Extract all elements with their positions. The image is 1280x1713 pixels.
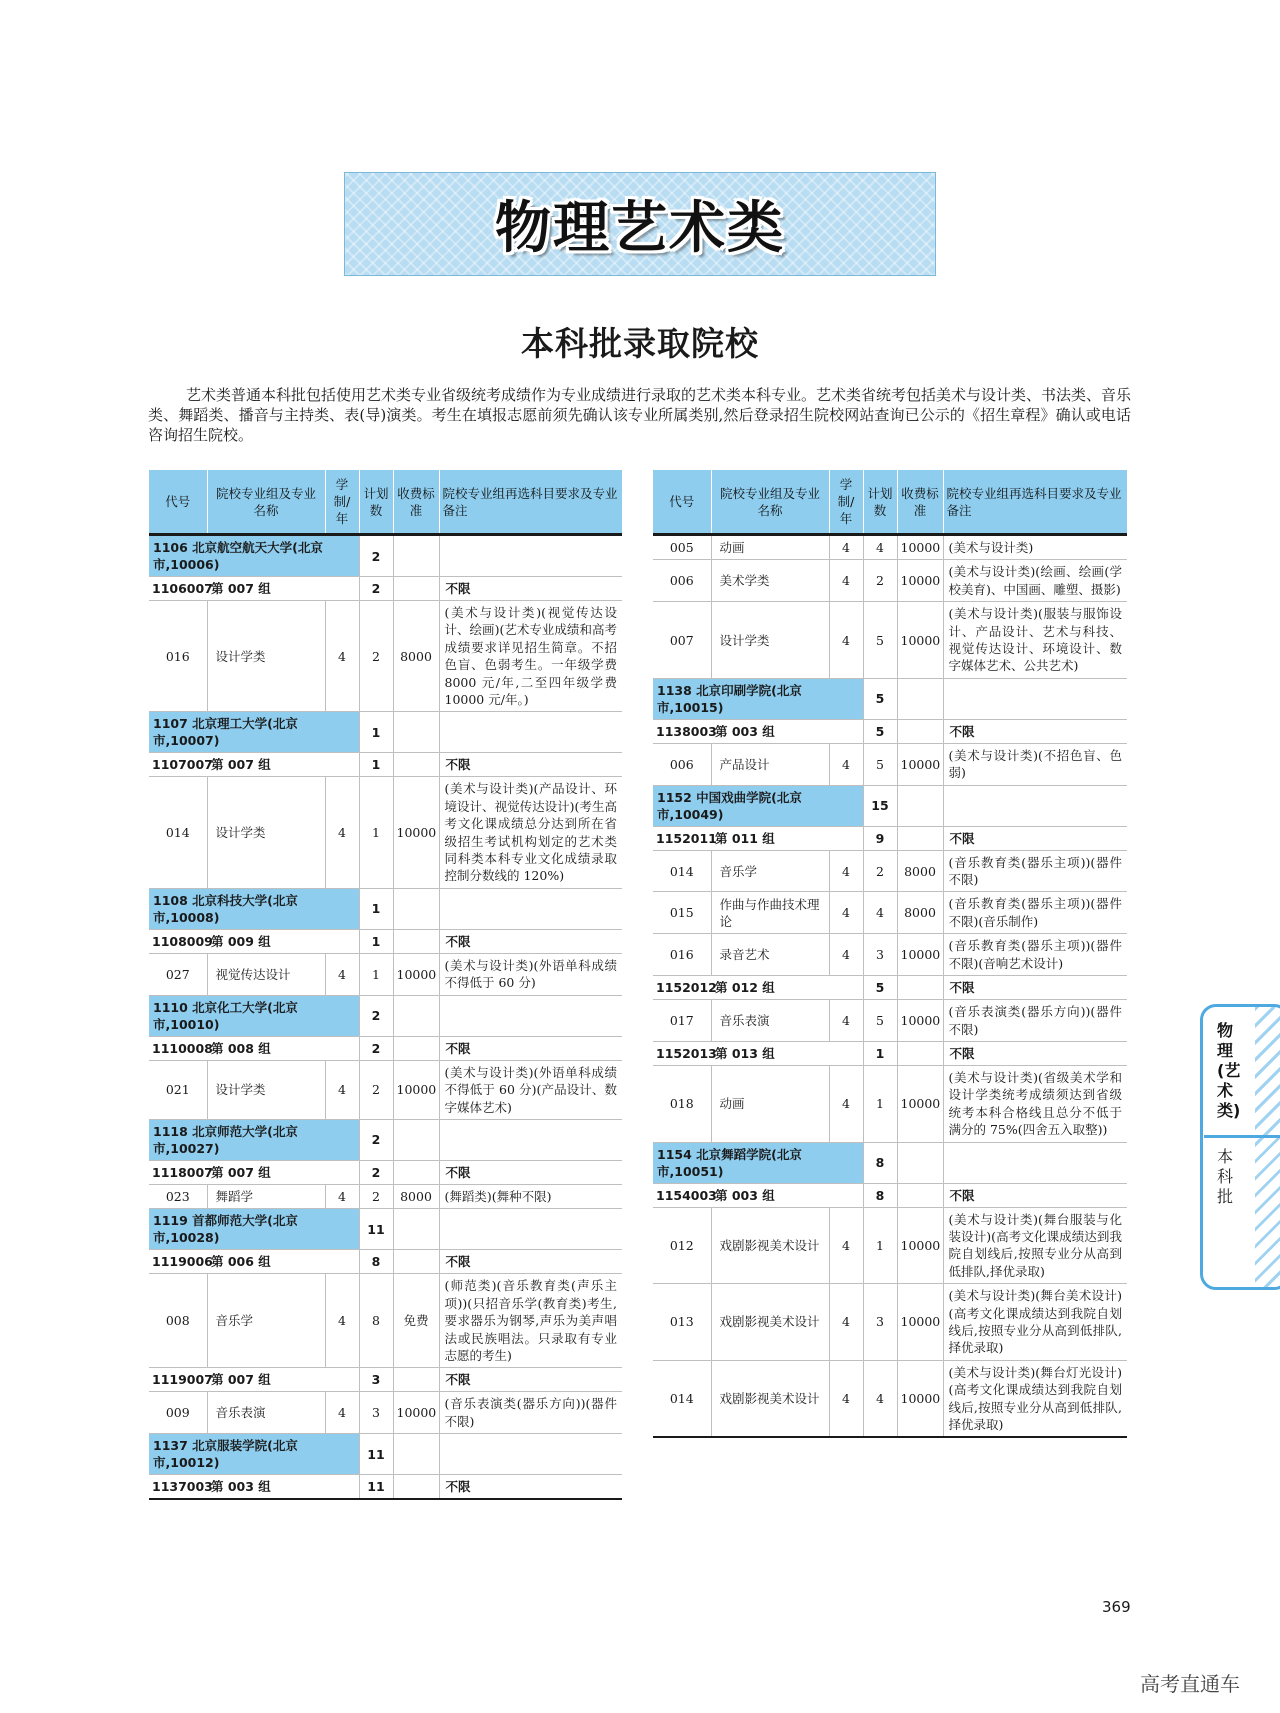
school-plan: 11 [359,1434,393,1475]
major-fee: 10000 [393,777,439,888]
major-plan: 4 [863,1360,897,1437]
major-fee: 10000 [393,1060,439,1119]
major-note: (音乐表演类(器乐方向))(器件不限) [943,1000,1127,1042]
major-years: 4 [325,1060,359,1119]
major-code: 017 [653,1000,711,1042]
major-years: 4 [829,1065,863,1142]
major-fee: 10000 [897,560,943,602]
group-note: 不限 [439,1250,622,1274]
header-fee: 收费标准 [393,470,439,535]
school-row [653,785,1127,826]
school-note [439,712,622,753]
table-body-right [653,535,1127,1438]
major-note: (音乐教育类(器乐主项))(器件不限)(音乐制作) [943,892,1127,934]
major-code: 018 [653,1065,711,1142]
group-row [653,1041,1127,1065]
group-plan: 1 [359,929,393,953]
major-fee: 10000 [897,1065,943,1142]
school-fee [393,995,439,1036]
major-note: (美术与设计类)(视觉传达设计、绘画)(艺术专业成绩和高考成绩要求详见招生简章。不招色盲、色弱考生。一年级学费 8000 元/年,二至四年级学费 10000 元/年。) [439,601,622,712]
major-plan: 1 [359,953,393,995]
school-row [653,678,1127,719]
major-code: 014 [149,777,207,888]
group-fee [393,1250,439,1274]
section-side-tab [1200,1004,1280,1290]
major-years: 4 [325,777,359,888]
group-name: 第 013 组 [711,1041,863,1065]
major-code: 008 [149,1274,207,1368]
group-code: 1137003 [149,1475,207,1500]
major-code: 027 [149,953,207,995]
major-fee: 10000 [897,602,943,679]
group-plan: 9 [863,826,897,850]
group-code: 1138003 [653,719,711,743]
major-name: 设计学类 [207,777,325,888]
major-code: 009 [149,1392,207,1434]
major-plan: 2 [359,1060,393,1119]
major-years: 4 [325,1392,359,1434]
table-header-row [149,470,622,535]
major-fee: 10000 [897,934,943,976]
major-code: 007 [653,602,711,679]
school-fee [393,1209,439,1250]
major-row [149,1184,622,1208]
major-row [653,1284,1127,1361]
group-name: 第 008 组 [207,1036,359,1060]
major-plan: 3 [863,1284,897,1361]
group-fee [897,719,943,743]
group-name: 第 011 组 [711,826,863,850]
group-note: 不限 [439,1160,622,1184]
major-row [149,777,622,888]
school-fee [897,678,943,719]
major-fee: 8000 [393,1184,439,1208]
major-name: 动画 [711,535,829,560]
major-years: 4 [829,934,863,976]
group-code: 1119006 [149,1250,207,1274]
group-code: 1110008 [149,1036,207,1060]
group-row [149,1160,622,1184]
major-row [653,743,1127,785]
group-fee [393,577,439,601]
major-name: 设计学类 [207,601,325,712]
school-plan: 2 [359,535,393,577]
school-row [149,712,622,753]
major-plan: 3 [863,934,897,976]
major-code: 005 [653,535,711,560]
group-plan: 1 [863,1041,897,1065]
table-body-left [149,535,622,1500]
school-note [439,535,622,577]
major-note: (美术与设计类)(舞台美术设计)(高考文化课成绩达到我院自划线后,按照专业分从高到低排队,择优录取) [943,1284,1127,1361]
school-fee [393,1119,439,1160]
group-row [149,1036,622,1060]
group-row [653,1183,1127,1207]
major-code: 016 [653,934,711,976]
admission-table-right [653,470,1127,1438]
major-name: 视觉传达设计 [207,953,325,995]
school-fee [393,888,439,929]
major-plan: 1 [863,1207,897,1284]
header-years: 学制/年 [325,470,359,535]
side-tab-main-label: 物理(艺术类) [1217,1021,1241,1120]
major-note: (美术与设计类)(舞台服装与化装设计)(高考文化课成绩达到我院自划线后,按照专业分从高到低排队,择优录取) [943,1207,1127,1284]
group-name: 第 007 组 [207,753,359,777]
admission-table-left [149,470,622,1500]
major-row [653,850,1127,892]
group-plan: 5 [863,719,897,743]
major-name: 音乐表演 [711,1000,829,1042]
major-code: 015 [653,892,711,934]
major-note: (美术与设计类)(外语单科成绩不得低于 60 分) [439,953,622,995]
group-plan: 5 [863,976,897,1000]
major-note: (美术与设计类)(绘画、绘画(学校美育)、中国画、雕塑、摄影) [943,560,1127,602]
major-years: 4 [829,1000,863,1042]
school-plan: 2 [359,1119,393,1160]
major-row [653,1000,1127,1042]
major-years: 4 [829,560,863,602]
group-fee [897,976,943,1000]
school-plan: 11 [359,1209,393,1250]
major-years: 4 [829,535,863,560]
school-plan: 1 [359,712,393,753]
major-years: 4 [829,743,863,785]
major-years: 4 [325,601,359,712]
major-name: 音乐学 [711,850,829,892]
major-plan: 2 [863,560,897,602]
group-fee [393,1475,439,1500]
group-name: 第 003 组 [711,719,863,743]
school-note [439,995,622,1036]
group-note: 不限 [943,1183,1127,1207]
school-name: 1106 北京航空航天大学(北京市,10006) [149,535,359,577]
major-name: 戏剧影视美术设计 [711,1284,829,1361]
major-plan: 2 [359,1184,393,1208]
major-name: 戏剧影视美术设计 [711,1360,829,1437]
group-plan: 2 [359,1036,393,1060]
group-note: 不限 [439,929,622,953]
major-fee: 10000 [897,1360,943,1437]
major-fee: 10000 [897,1207,943,1284]
intro-paragraph: 艺术类普通本科批包括使用艺术类专业省级统考成绩作为专业成绩进行录取的艺术类本科专业。艺术类省统考包括美术与设计类、书法类、音乐类、舞蹈类、播音与主持类、表(导)演类。考生在填报志愿前须先确认该专业所属类别,然后登录招生院校网站查询已公示的《招生章程》确认或电话咨询招生院校。 [148,386,1132,444]
school-name: 1152 中国戏曲学院(北京市,10049) [653,785,863,826]
page-subtitle: 本科批录取院校 [521,324,759,363]
group-fee [897,1041,943,1065]
group-note: 不限 [943,1041,1127,1065]
side-tab-divider [1204,1135,1280,1138]
group-plan: 11 [359,1475,393,1500]
major-name: 动画 [711,1065,829,1142]
watermark-text: 高考直通车 [1140,1672,1240,1696]
school-plan: 5 [863,678,897,719]
major-name: 戏剧影视美术设计 [711,1207,829,1284]
group-name: 第 003 组 [207,1475,359,1500]
major-name: 音乐表演 [207,1392,325,1434]
major-name: 作曲与作曲技术理论 [711,892,829,934]
major-note: (音乐教育类(器乐主项))(器件不限)(音响艺术设计) [943,934,1127,976]
major-code: 006 [653,743,711,785]
page-number: 369 [1102,1598,1131,1616]
major-plan: 1 [863,1065,897,1142]
major-note: (美术与设计类)(不招色盲、色弱) [943,743,1127,785]
group-code: 1107007 [149,753,207,777]
group-fee [897,826,943,850]
school-note [439,888,622,929]
school-row [653,1142,1127,1183]
header-plan: 计划数 [863,470,897,535]
major-note: (美术与设计类)(服装与服饰设计、产品设计、艺术与科技、视觉传达设计、环境设计、数字媒体艺术、公共艺术) [943,602,1127,679]
group-fee [393,753,439,777]
major-note: (音乐表演类(器乐方向))(器件不限) [439,1392,622,1434]
school-fee [393,535,439,577]
group-fee [393,1160,439,1184]
major-plan: 2 [863,850,897,892]
major-fee: 10000 [897,1284,943,1361]
major-plan: 5 [863,743,897,785]
major-name: 设计学类 [207,1060,325,1119]
major-row [653,1360,1127,1437]
header-plan: 计划数 [359,470,393,535]
header-note: 院校专业组再选科目要求及专业备注 [943,470,1127,535]
table-header-row [653,470,1127,535]
group-row [653,826,1127,850]
major-fee: 8000 [897,850,943,892]
group-note: 不限 [943,826,1127,850]
major-note: (美术与设计类)(舞台灯光设计)(高考文化课成绩达到我院自划线后,按照专业分从高到低排队,择优录取) [943,1360,1127,1437]
major-row [653,602,1127,679]
header-name: 院校专业组及专业名称 [207,470,325,535]
group-code: 1152012 [653,976,711,1000]
group-code: 1106007 [149,577,207,601]
major-row [653,1207,1127,1284]
school-name: 1138 北京印刷学院(北京市,10015) [653,678,863,719]
group-plan: 8 [359,1250,393,1274]
group-note: 不限 [439,577,622,601]
header-years: 学制/年 [829,470,863,535]
major-fee: 10000 [897,1000,943,1042]
group-name: 第 007 组 [207,1368,359,1392]
major-years: 4 [829,850,863,892]
school-name: 1108 北京科技大学(北京市,10008) [149,888,359,929]
major-plan: 5 [863,602,897,679]
major-plan: 4 [863,535,897,560]
group-code: 1119007 [149,1368,207,1392]
header-name: 院校专业组及专业名称 [711,470,829,535]
group-row [149,753,622,777]
major-years: 4 [325,1274,359,1368]
major-note: (舞蹈类)(舞种不限) [439,1184,622,1208]
group-name: 第 009 组 [207,929,359,953]
group-note: 不限 [439,1036,622,1060]
side-tab-decoration [1255,1007,1280,1287]
major-row [653,892,1127,934]
major-fee: 10000 [897,743,943,785]
major-code: 013 [653,1284,711,1361]
school-name: 1107 北京理工大学(北京市,10007) [149,712,359,753]
major-code: 023 [149,1184,207,1208]
major-row [653,934,1127,976]
group-name: 第 012 组 [711,976,863,1000]
group-fee [393,1368,439,1392]
school-row [149,1434,622,1475]
school-note [439,1119,622,1160]
major-row [653,1065,1127,1142]
major-plan: 3 [359,1392,393,1434]
header-code: 代号 [653,470,711,535]
group-code: 1154003 [653,1183,711,1207]
major-name: 舞蹈学 [207,1184,325,1208]
group-row [149,1475,622,1500]
header-code: 代号 [149,470,207,535]
major-row [149,953,622,995]
major-note: (师范类)(音乐教育类(声乐主项))(只招音乐学(教育类)考生,要求器乐为钢琴,声乐为美声唱法或民族唱法。只录取有专业志愿的考生) [439,1274,622,1368]
major-plan: 1 [359,777,393,888]
major-name: 设计学类 [711,602,829,679]
group-plan: 2 [359,577,393,601]
major-plan: 2 [359,601,393,712]
major-plan: 5 [863,1000,897,1042]
major-years: 4 [829,1360,863,1437]
group-note: 不限 [439,753,622,777]
school-fee [393,1434,439,1475]
group-plan: 3 [359,1368,393,1392]
side-tab-sub-label: 本科批 [1217,1147,1234,1206]
header-note: 院校专业组再选科目要求及专业备注 [439,470,622,535]
group-row [149,1368,622,1392]
major-note: (美术与设计类)(省级美术学和设计学类统考成绩须达到省级统考本科合格线且总分不低于满分的 75%(四舍五入取整)) [943,1065,1127,1142]
major-code: 014 [653,1360,711,1437]
group-code: 1152013 [653,1041,711,1065]
group-row [653,719,1127,743]
major-fee: 8000 [393,601,439,712]
major-code: 014 [653,850,711,892]
section-banner [344,172,936,276]
major-years: 4 [325,953,359,995]
school-name: 1110 北京化工大学(北京市,10010) [149,995,359,1036]
major-row [653,535,1127,560]
major-name: 产品设计 [711,743,829,785]
school-note [439,1434,622,1475]
group-note: 不限 [943,976,1127,1000]
school-row [149,888,622,929]
major-row [149,1274,622,1368]
major-code: 006 [653,560,711,602]
section-title: 物理艺术类 [495,196,785,261]
school-row [149,995,622,1036]
major-name: 美术学类 [711,560,829,602]
major-plan: 8 [359,1274,393,1368]
major-fee: 10000 [393,953,439,995]
school-row [149,1209,622,1250]
major-years: 4 [829,892,863,934]
school-name: 1137 北京服装学院(北京市,10012) [149,1434,359,1475]
major-fee: 10000 [897,535,943,560]
school-fee [897,785,943,826]
school-note [439,1209,622,1250]
major-years: 4 [325,1184,359,1208]
group-note: 不限 [439,1475,622,1500]
group-plan: 1 [359,753,393,777]
group-row [149,1250,622,1274]
school-row [149,535,622,577]
major-plan: 4 [863,892,897,934]
school-plan: 2 [359,995,393,1036]
group-name: 第 007 组 [207,577,359,601]
major-fee: 8000 [897,892,943,934]
major-note: (美术与设计类)(产品设计、环境设计、视觉传达设计)(考生高考文化课成绩总分达到所在省级招生考试机构划定的艺术类同科类本科专业文化成绩录取控制分数线的 120%) [439,777,622,888]
group-code: 1118007 [149,1160,207,1184]
major-row [149,601,622,712]
major-fee: 免费 [393,1274,439,1368]
school-plan: 15 [863,785,897,826]
school-name: 1154 北京舞蹈学院(北京市,10051) [653,1142,863,1183]
major-row [149,1392,622,1434]
major-code: 021 [149,1060,207,1119]
group-row [149,929,622,953]
group-row [653,976,1127,1000]
header-fee: 收费标准 [897,470,943,535]
group-name: 第 006 组 [207,1250,359,1274]
major-note: (美术与设计类)(外语单科成绩不得低于 60 分)(产品设计、数字媒体艺术) [439,1060,622,1119]
group-fee [393,1036,439,1060]
major-note: (音乐教育类(器乐主项))(器件不限) [943,850,1127,892]
group-plan: 8 [863,1183,897,1207]
group-code: 1108009 [149,929,207,953]
school-plan: 1 [359,888,393,929]
school-fee [897,1142,943,1183]
group-name: 第 007 组 [207,1160,359,1184]
major-years: 4 [829,1284,863,1361]
major-years: 4 [829,1207,863,1284]
major-row [149,1060,622,1119]
group-fee [393,929,439,953]
school-note [943,678,1127,719]
group-row [149,577,622,601]
school-fee [393,712,439,753]
school-plan: 8 [863,1142,897,1183]
school-row [149,1119,622,1160]
major-note: (美术与设计类) [943,535,1127,560]
major-name: 音乐学 [207,1274,325,1368]
group-note: 不限 [439,1368,622,1392]
major-fee: 10000 [393,1392,439,1434]
school-note [943,785,1127,826]
group-note: 不限 [943,719,1127,743]
major-code: 016 [149,601,207,712]
major-row [653,560,1127,602]
group-name: 第 003 组 [711,1183,863,1207]
major-name: 录音艺术 [711,934,829,976]
major-years: 4 [829,602,863,679]
group-code: 1152011 [653,826,711,850]
group-plan: 2 [359,1160,393,1184]
school-note [943,1142,1127,1183]
school-name: 1119 首都师范大学(北京市,10028) [149,1209,359,1250]
group-fee [897,1183,943,1207]
school-name: 1118 北京师范大学(北京市,10027) [149,1119,359,1160]
major-code: 012 [653,1207,711,1284]
